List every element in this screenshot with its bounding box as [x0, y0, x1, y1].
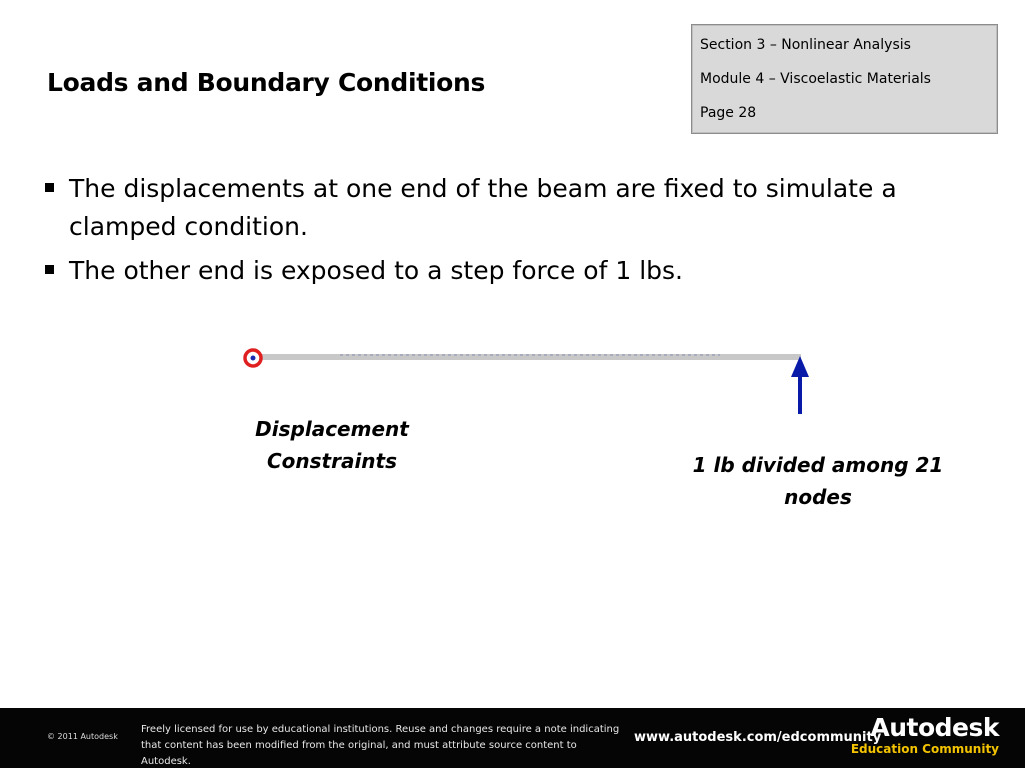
autodesk-logo	[851, 714, 999, 756]
brand-name: Autodesk	[870, 713, 999, 742]
footer-bar	[0, 708, 1025, 768]
force-caption: 1 lb divided among 21 nodes	[692, 453, 944, 509]
module-label: Module 4 – Viscoelastic Materials	[700, 71, 931, 87]
section-label: Section 3 – Nonlinear Analysis	[700, 37, 911, 53]
constraint-icon	[245, 350, 261, 366]
copyright-text: © 2011 Autodesk	[47, 732, 118, 741]
force-arrow-icon	[791, 356, 809, 414]
slide-title: Loads and Boundary Conditions	[47, 68, 486, 97]
brand-subtitle: Education Community	[850, 742, 999, 756]
constraint-caption: Displacement Constraints	[255, 417, 409, 473]
bullet-text: The displacements at one end of the beam are fixed to simulate a clamped condition.	[69, 174, 897, 241]
edcommunity-link[interactable]: www.autodesk.com/edcommunity	[634, 730, 882, 745]
page-label: Page 28	[700, 105, 757, 121]
bullet-text: The other end is exposed to a step force of 1 lbs.	[69, 256, 683, 285]
license-text: Freely licensed for use by educational institutions. Reuse and changes require a note indicating that content has been modified from the original, and must attribute source content to Autodesk.	[141, 724, 620, 767]
